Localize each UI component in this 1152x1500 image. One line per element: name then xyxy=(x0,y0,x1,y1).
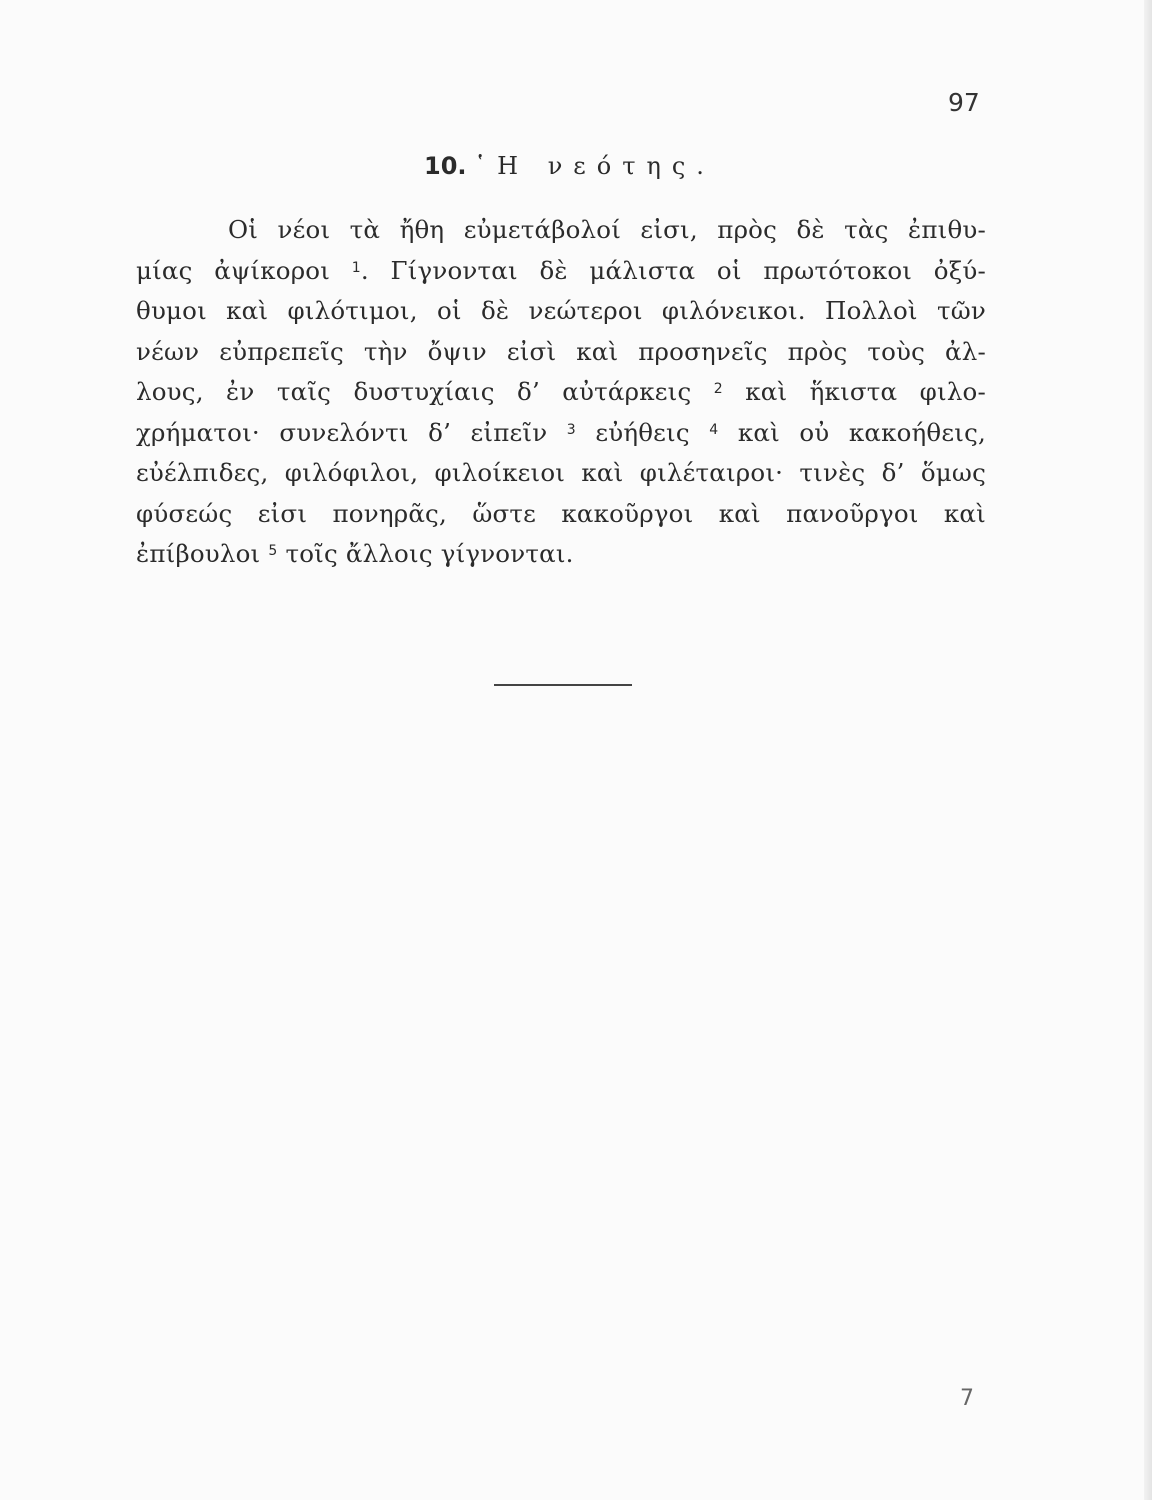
text-run: εὐήθεις xyxy=(575,417,710,447)
text-line xyxy=(136,210,986,251)
page-edge-shadow xyxy=(1144,0,1152,1500)
text-run: καὶ οὐ κακοήθεις, xyxy=(718,417,986,447)
signature-mark: 7 xyxy=(960,1386,974,1411)
page-number: 97 xyxy=(948,88,980,117)
text-run: τοῖς ἄλλοις γίγνονται. xyxy=(277,539,574,568)
body-paragraph xyxy=(136,210,986,575)
text-run: καὶ ἥκιστα φιλο- xyxy=(722,377,986,406)
text-line xyxy=(136,453,986,494)
footnote-marker: 3 xyxy=(566,421,576,438)
text-line xyxy=(136,251,986,292)
text-run: ἐπίβουλοι xyxy=(136,539,269,568)
text-run: χρήματοι· συνελόντι δ’ εἰπεῖν xyxy=(136,417,567,447)
text-line xyxy=(136,494,986,535)
text-line xyxy=(136,372,986,413)
text-run: Οἱ νέοι τὰ ἤθη εὐμετάβολοί εἰσι, πρὸς δὲ τὰς ἐπιθυ- xyxy=(228,215,986,244)
text-run: εὐέλπιδες, φιλόφιλοι, φιλοίκειοι καὶ φιλέταιροι· τινὲς δ’ ὅμως xyxy=(136,458,986,487)
text-line xyxy=(136,413,986,454)
footnote-marker: 1 xyxy=(351,259,361,276)
text-run: μίας ἀψίκοροι xyxy=(136,255,352,285)
footnote-marker: 4 xyxy=(709,421,719,438)
section-divider xyxy=(494,684,632,686)
footnote-marker: 5 xyxy=(268,543,278,559)
section-number: 10. xyxy=(424,152,467,180)
text-line xyxy=(136,291,986,332)
text-run: νέων εὐπρεπεῖς τὴν ὄψιν εἰσὶ καὶ προσηνεῖς πρὸς τοὺς ἀλ- xyxy=(136,336,986,366)
footnote-marker: 2 xyxy=(713,381,723,397)
text-line xyxy=(136,332,986,373)
text-line xyxy=(136,534,986,575)
text-run: λους, ἐν ταῖς δυστυχίαις δ’ αὐτάρκεις xyxy=(136,377,714,406)
text-run: . Γίγνονται δὲ μάλιστα οἱ πρωτότοκοι ὀξύ- xyxy=(360,255,987,285)
text-run: φύσεώς εἰσι πονηρᾶς, ὥστε κακοῦργοι καὶ πανοῦργοι καὶ xyxy=(136,498,986,528)
section-heading xyxy=(424,152,715,180)
text-run: θυμοι καὶ φιλότιμοι, οἱ δὲ νεώτεροι φιλόνεικοι. Πολλοὶ τῶν xyxy=(136,296,986,325)
section-title: ῾Η νεότης. xyxy=(474,152,715,180)
